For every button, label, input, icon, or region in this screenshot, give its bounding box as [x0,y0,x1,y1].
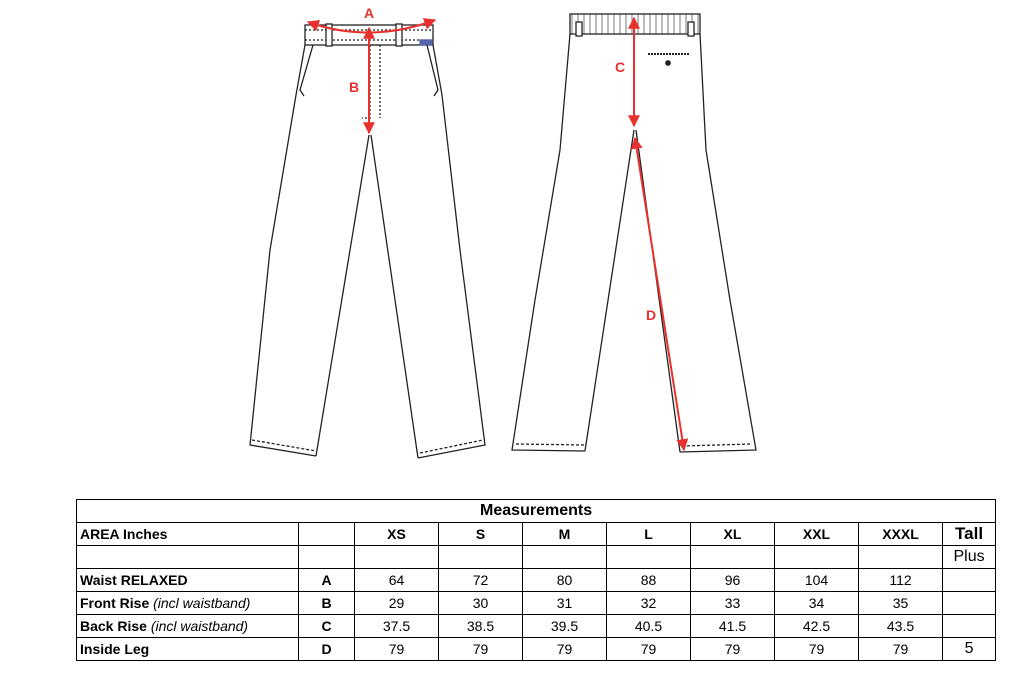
row-code: D [299,638,355,661]
cell-value: 79 [607,638,691,661]
measurements-table [76,499,996,661]
row-name [77,569,299,592]
cell-value: 38.5 [439,615,523,638]
size-header: S [439,523,523,546]
cell-value: 34 [775,592,859,615]
measurement-arrows [308,18,684,450]
row-name [77,638,299,661]
cell-tall: 5 [943,638,996,661]
cell-value: 32 [607,592,691,615]
tall-header: Tall [943,523,996,546]
label-c: C [615,59,626,75]
size-header: L [607,523,691,546]
table-header-row [77,523,996,546]
cell-value: 41.5 [691,615,775,638]
label-b: B [349,79,360,95]
table-title-row [77,500,996,523]
cell-value: 80 [523,569,607,592]
cell-value: 42.5 [775,615,859,638]
row-name [77,592,299,615]
size-header: XL [691,523,775,546]
cell-value: 33 [691,592,775,615]
size-header: XXXL [859,523,943,546]
plus-header: Plus [943,546,996,569]
cell-value: 30 [439,592,523,615]
cell-value: 79 [859,638,943,661]
cell-tall [943,615,996,638]
arrow-d [635,138,684,450]
label-a: A [364,5,375,21]
row-name-text: Waist RELAXED [80,572,188,588]
cell-value: 104 [775,569,859,592]
cell-value: 79 [523,638,607,661]
table-row [77,638,996,661]
area-label: AREA Inches [77,523,299,546]
cell-tall [943,592,996,615]
cell-value: 79 [439,638,523,661]
front-view-trousers [250,24,485,458]
table-title: Measurements [77,500,996,523]
label-d: D [646,307,657,323]
cell-value: 112 [859,569,943,592]
cell-value: 79 [775,638,859,661]
table-subheader-row [77,546,996,569]
row-code: B [299,592,355,615]
table-row [77,615,996,638]
cell-value: 79 [691,638,775,661]
cell-value: 43.5 [859,615,943,638]
row-note: (incl waistband) [150,618,249,634]
cell-value: 39.5 [523,615,607,638]
cell-value: 64 [355,569,439,592]
cell-value: 79 [355,638,439,661]
row-code: A [299,569,355,592]
size-header: XS [355,523,439,546]
cell-value: 40.5 [607,615,691,638]
row-code: C [299,615,355,638]
cell-value: 35 [859,592,943,615]
code-header [299,523,355,546]
row-note: (incl waistband) [153,595,251,611]
cell-value: 72 [439,569,523,592]
cell-value: 96 [691,569,775,592]
cell-value: 29 [355,592,439,615]
row-name-text: Front Rise [80,595,150,611]
table-row [77,592,996,615]
size-header: XXL [775,523,859,546]
row-name-text: Inside Leg [80,641,150,657]
row-name [77,615,299,638]
cell-value: 31 [523,592,607,615]
cell-tall [943,569,996,592]
cell-value: 37.5 [355,615,439,638]
table-row [77,569,996,592]
row-name-text: Back Rise [80,618,147,634]
cell-value: 88 [607,569,691,592]
size-header: M [523,523,607,546]
